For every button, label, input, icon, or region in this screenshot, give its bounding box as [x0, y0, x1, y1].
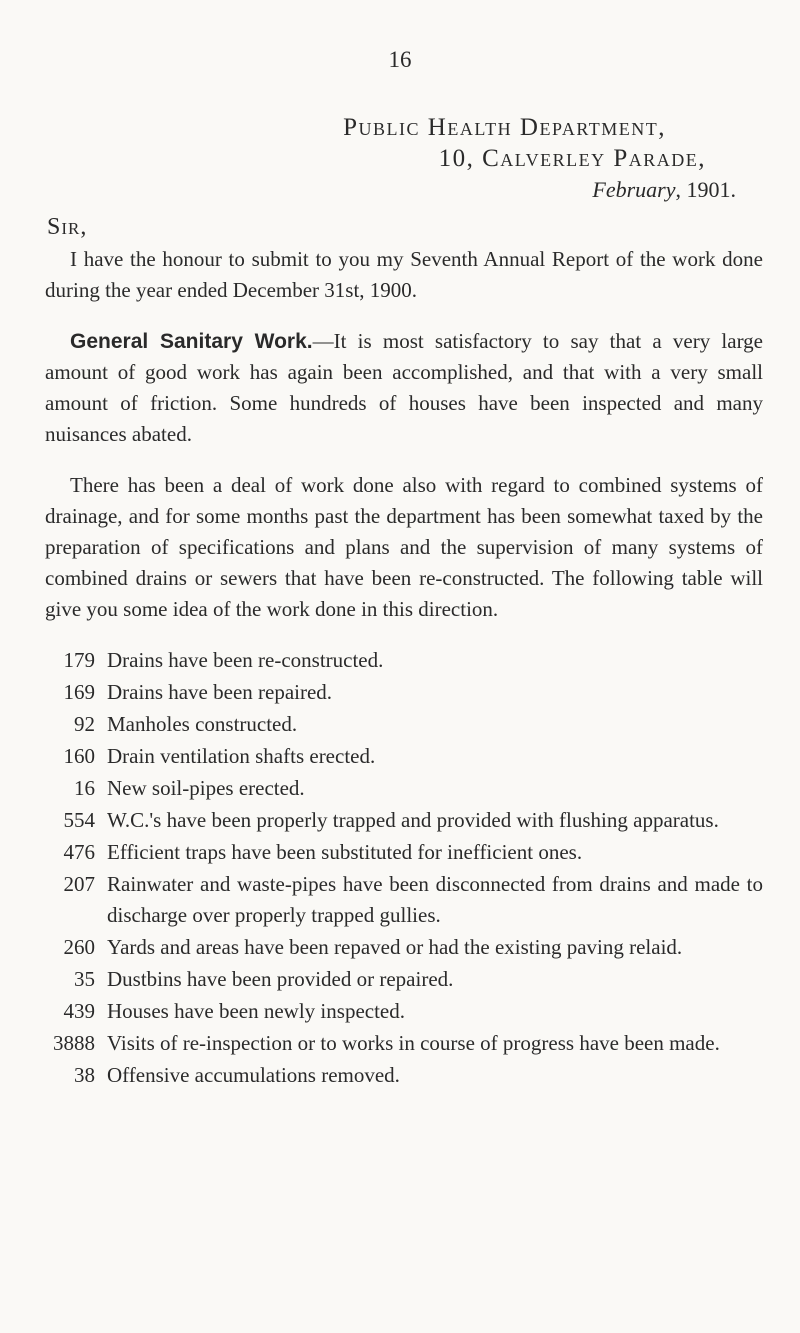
- item-description: W.C.'s have been properly trapped and provided with flushing apparatus.: [107, 808, 719, 832]
- item-description: Offensive accumulations removed.: [107, 1063, 400, 1087]
- list-item: [45, 996, 763, 1027]
- letter-body: [45, 244, 763, 1092]
- list-item: [45, 805, 763, 836]
- list-item: [45, 1060, 763, 1091]
- page-number: 16: [388, 47, 412, 72]
- item-description: Houses have been newly inspected.: [107, 999, 405, 1023]
- item-number: 92: [74, 712, 95, 736]
- letter-date: [236, 174, 736, 205]
- item-number: 179: [63, 648, 95, 672]
- item-number: 476: [63, 840, 95, 864]
- list-item: [45, 964, 763, 995]
- item-number: 439: [63, 999, 95, 1023]
- paragraph-intro: [45, 244, 763, 306]
- paragraph-drainage: [45, 470, 763, 625]
- item-number: 554: [63, 808, 95, 832]
- list-item: [45, 677, 763, 708]
- list-item: [45, 773, 763, 804]
- department-name: Public Health Department,: [343, 114, 666, 141]
- item-description: Manholes constructed.: [107, 712, 298, 736]
- paragraph-text: —It is most satisfactory to say that a very large amount of good work has again been accomplished, and that with a very small amount of friction. Some hundreds of houses have been inspected and many nuisances abated.: [45, 329, 764, 446]
- letter-date-year: , 1901.: [675, 177, 736, 202]
- section-heading: General Sanitary Work.: [70, 330, 313, 353]
- list-item: [45, 645, 763, 676]
- item-number: 207: [63, 872, 95, 896]
- item-description: Drains have been re-constructed.: [107, 648, 384, 672]
- salutation: Sir,: [47, 214, 88, 240]
- paragraph-text: I have the honour to submit to you my Seventh Annual Report of the work done during the year ended December 31st, 1900.: [45, 247, 763, 302]
- list-item: [45, 837, 763, 868]
- item-number: 169: [63, 680, 95, 704]
- list-item: [45, 741, 763, 772]
- work-table: [45, 645, 763, 1091]
- item-description: New soil-pipes erected.: [107, 776, 305, 800]
- item-number: 38: [74, 1063, 95, 1087]
- item-description: Dustbins have been provided or repaired.: [107, 967, 454, 991]
- item-description: Rainwater and waste-pipes have been disconnected from drains and made to discharge over properly trapped gullies.: [107, 872, 763, 927]
- list-item: [45, 932, 763, 963]
- paragraph-text: There has been a deal of work done also with regard to combined systems of drainage, and for some months past the department has been somewhat taxed by the preparation of specifications and plans and the supervision of many systems of combined drains or sewers that have been re-constructed. The following table will give you some idea of the work done in this direction.: [45, 473, 763, 621]
- item-description: Drain ventilation shafts erected.: [107, 744, 376, 768]
- list-item: [45, 869, 763, 931]
- item-description: Drains have been repaired.: [107, 680, 333, 704]
- item-description: Efficient traps have been substituted for inefficient ones.: [107, 840, 583, 864]
- list-item: [45, 1028, 763, 1059]
- item-description: Yards and areas have been repaved or had the existing paving relaid.: [107, 935, 683, 959]
- item-number: 260: [63, 935, 95, 959]
- item-description: Visits of re-inspection or to works in course of progress have been made.: [107, 1031, 720, 1055]
- list-item: [45, 709, 763, 740]
- letter-header: [236, 112, 736, 205]
- item-number: 35: [74, 967, 95, 991]
- department-address: 10, Calverley Parade,: [438, 145, 706, 172]
- item-number: 16: [74, 776, 95, 800]
- item-number: 3888: [53, 1031, 95, 1055]
- item-number: 160: [63, 744, 95, 768]
- paragraph-general-sanitary-work: [45, 326, 763, 450]
- letter-date-month: February: [592, 177, 676, 202]
